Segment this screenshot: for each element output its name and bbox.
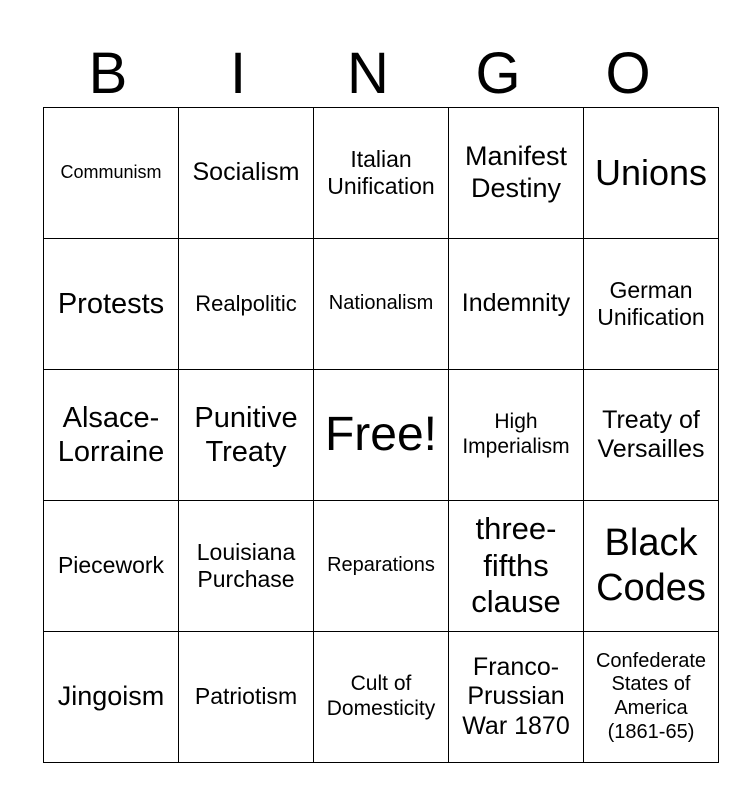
header-letter-b: B [88,41,128,106]
bingo-row [44,108,719,239]
bingo-cell[interactable]: Jingoism [44,632,179,763]
bingo-cell[interactable]: German Unification [584,239,719,370]
bingo-cell[interactable]: Cult of Domesticity [314,632,449,763]
bingo-cell[interactable]: Patriotism [179,632,314,763]
bingo-row [44,632,719,763]
bingo-cell[interactable]: Treaty of Versailles [584,370,719,501]
bingo-card [43,107,719,763]
header-letter-i: I [229,41,247,106]
bingo-cell[interactable]: Punitive Treaty [179,370,314,501]
bingo-header [43,42,693,106]
bingo-cell[interactable]: Socialism [179,108,314,239]
bingo-cell[interactable]: Confederate States of America (1861-65) [584,632,719,763]
header-letter-n: N [347,41,389,106]
bingo-row [44,239,719,370]
free-space-cell[interactable]: Free! [314,370,449,501]
bingo-cell[interactable]: Manifest Destiny [449,108,584,239]
bingo-cell[interactable]: High Imperialism [449,370,584,501]
bingo-cell[interactable]: Reparations [314,501,449,632]
header-letter-o: O [605,41,651,106]
bingo-cell[interactable]: Realpolitic [179,239,314,370]
bingo-cell[interactable]: Franco-Prussian War 1870 [449,632,584,763]
bingo-cell[interactable]: Alsace-Lorraine [44,370,179,501]
bingo-cell[interactable]: Black Codes [584,501,719,632]
bingo-cell[interactable]: Protests [44,239,179,370]
header-letter-g: G [475,41,521,106]
bingo-cell[interactable]: Piecework [44,501,179,632]
bingo-cell[interactable]: Communism [44,108,179,239]
bingo-cell[interactable]: Indemnity [449,239,584,370]
bingo-row [44,370,719,501]
bingo-row [44,501,719,632]
bingo-cell[interactable]: Italian Unification [314,108,449,239]
bingo-cell[interactable]: Unions [584,108,719,239]
bingo-cell[interactable]: Louisiana Purchase [179,501,314,632]
bingo-cell[interactable]: three-fifths clause [449,501,584,632]
bingo-cell[interactable]: Nationalism [314,239,449,370]
